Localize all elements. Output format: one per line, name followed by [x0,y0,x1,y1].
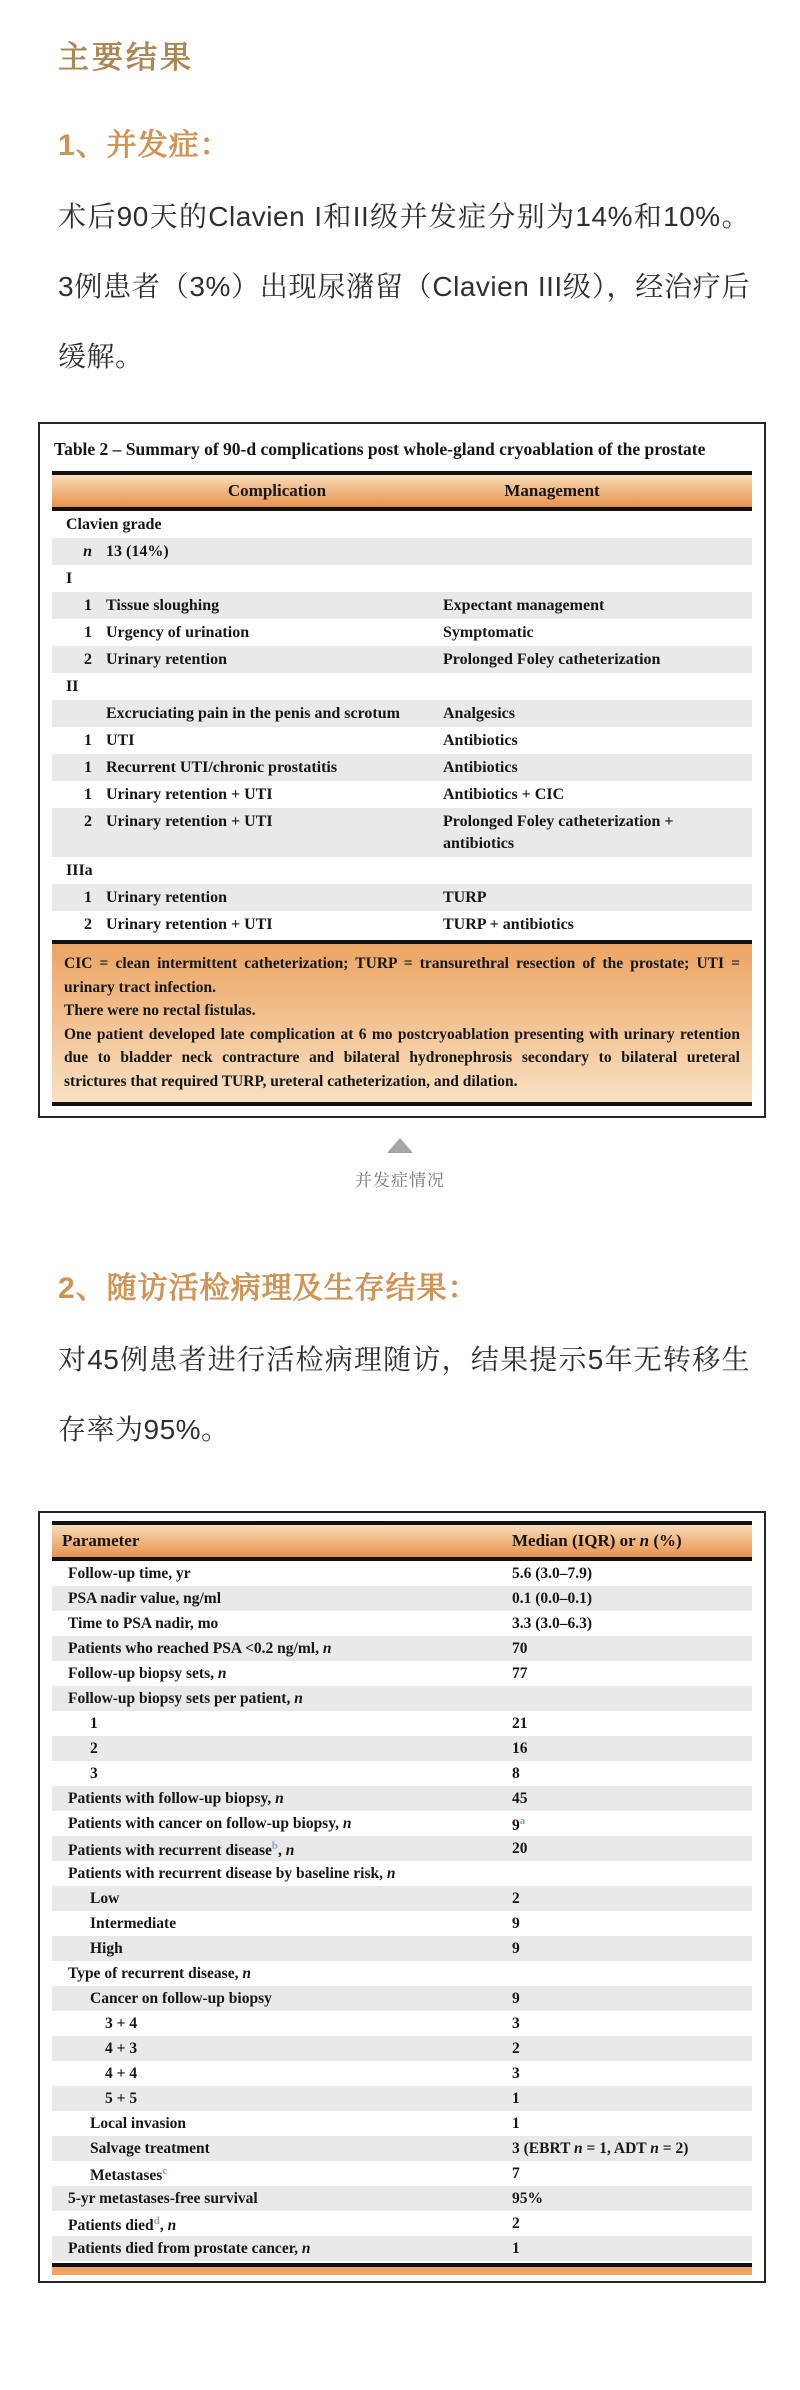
table1-title: Table 2 – Summary of 90-d complications post whole-gland cryoablation of the prostate [54,439,706,459]
table1-row: Excruciating pain in the penis and scrotum Analgesics [52,700,752,727]
table1-row: n 13 (14%) [52,538,752,565]
table2-row: Patients with recurrent disease by baseline risk, n [68,1865,396,1882]
table2-row: Patients who reached PSA <0.2 ng/ml, n 70 [52,1636,752,1661]
table2-row: Patients with recurrent disease$^b$, n 20 [52,1836,752,1861]
table2-row: 5-yr metastases-free survival 95% [52,2186,752,2211]
table1-footnote-line: One patient developed late complication at 6 mo postcryoablation presenting with urinary retention due to bladder neck contracture and bilateral hydronephrosis secondary to bilateral ureteral strictures that required TURP, ureteral catheterization, and dilation. [64,1025,740,1090]
table1-section-row: II [66,677,79,695]
table2-header-row [52,1521,752,1561]
table2-row: Salvage treatment 3 (EBRT n = 1, ADT n = 2) [52,2136,752,2161]
table1-row: 2 Urinary retention Prolonged Foley catheterization [52,646,752,673]
table1-row: 1 Urinary retention TURP [52,884,752,911]
table2-row: Follow-up biopsy sets, n 77 [68,1665,528,1682]
table2-row: Local invasion 1 [90,2115,520,2132]
table1-section-row: Clavien grade [66,515,162,533]
table2-row: 4 + 4 3 [105,2065,520,2082]
table2-row: 3 + 4 3 [105,2015,520,2032]
table2-row: Follow-up time, yr 5.6 (3.0–7.9) [68,1565,593,1582]
table1-col-management: Management [504,481,600,500]
triangle-up-icon [387,1138,413,1153]
table2-body [52,1561,752,2261]
table1-header-row [52,471,752,511]
section1-heading: 1、并发症： [58,129,231,162]
table1-row: 2 Urinary retention + UTI TURP + antibiotics [84,915,574,933]
table2-figure [38,1511,766,2283]
table2-row: Patients with follow-up biopsy, n 45 [52,1786,752,1811]
table2-row: 5 + 5 1 [52,2086,752,2111]
table2-footnote-strip [52,2267,752,2275]
table1-row: 1 UTI Antibiotics [84,731,518,749]
table1-footnote-line: CIC = clean intermittent catheterization; TURP = transurethral resection of the prostate; UTI = urinary tract infection. [64,955,740,996]
section2-paragraph: 对45例患者进行活检病理随访，结果提示5年无转移生存率为95%。 [58,1344,750,1445]
table2-row: Cancer on follow-up biopsy 9 [52,1986,752,2011]
figure1-caption: 并发症情况 [355,1171,445,1190]
table2-row: Follow-up biopsy sets per patient, n [52,1686,752,1711]
page-title: 主要结果 [58,40,194,75]
table2-row: Time to PSA nadir, mo 3.3 (3.0–6.3) [68,1615,593,1632]
table1-footnote-line: There were no rectal fistulas. [64,1002,256,1019]
table2-row: 2 16 [52,1736,752,1761]
table1-row: 1 Urgency of urination Symptomatic [84,623,534,641]
section1-paragraph: 术后90天的Clavien I和II级并发症分别为14%和10%。3例患者（3%）出现尿潴留（Clavien III级），经治疗后缓解。 [58,201,750,372]
table1-footnotes [52,944,752,1106]
section2-heading: 2、随访活检病理及生存结果： [58,1272,479,1305]
table1-row: 1 Tissue sloughing Expectant management [52,592,752,619]
table1-figure [38,422,766,1118]
table2-row: Low 2 [52,1886,752,1911]
table2-row: Patients died from prostate cancer, n 1 [52,2236,752,2261]
table2-row: Patients died$^d$, n 2 [68,2214,520,2235]
table2-row: Intermediate 9 [90,1915,520,1932]
table1-section-row: IIIa [66,861,93,879]
table1-row: 1 Urinary retention + UTI Antibiotics + CIC [84,785,565,803]
table2-row: Metastases$^c$ 7 [90,2164,520,2185]
table2-col-median: Median (IQR) or n (%) [512,1531,682,1550]
table2-row: PSA nadir value, ng/ml 0.1 (0.0–0.1) [52,1586,752,1611]
table1-col-complication: Complication [227,481,327,500]
table2-row: Patients with cancer on follow-up biopsy, n 9$^a$ [68,1814,526,1835]
table1-row: 2 Urinary retention + UTI Prolonged Foley catheterization + antibiotics [52,808,752,857]
table2-row: 3 8 [90,1765,520,1782]
table2-row: 4 + 3 2 [52,2036,752,2061]
table1-row: 1 Recurrent UTI/chronic prostatitis Antibiotics [52,754,752,781]
table1-body [52,511,752,938]
table2-col-parameter: Parameter [62,1531,140,1550]
table1-section-row: I [66,569,73,587]
table2-row: 1 21 [90,1715,528,1732]
table2-row: Type of recurrent disease, n [68,1965,251,1982]
table2-row: High 9 [52,1936,752,1961]
